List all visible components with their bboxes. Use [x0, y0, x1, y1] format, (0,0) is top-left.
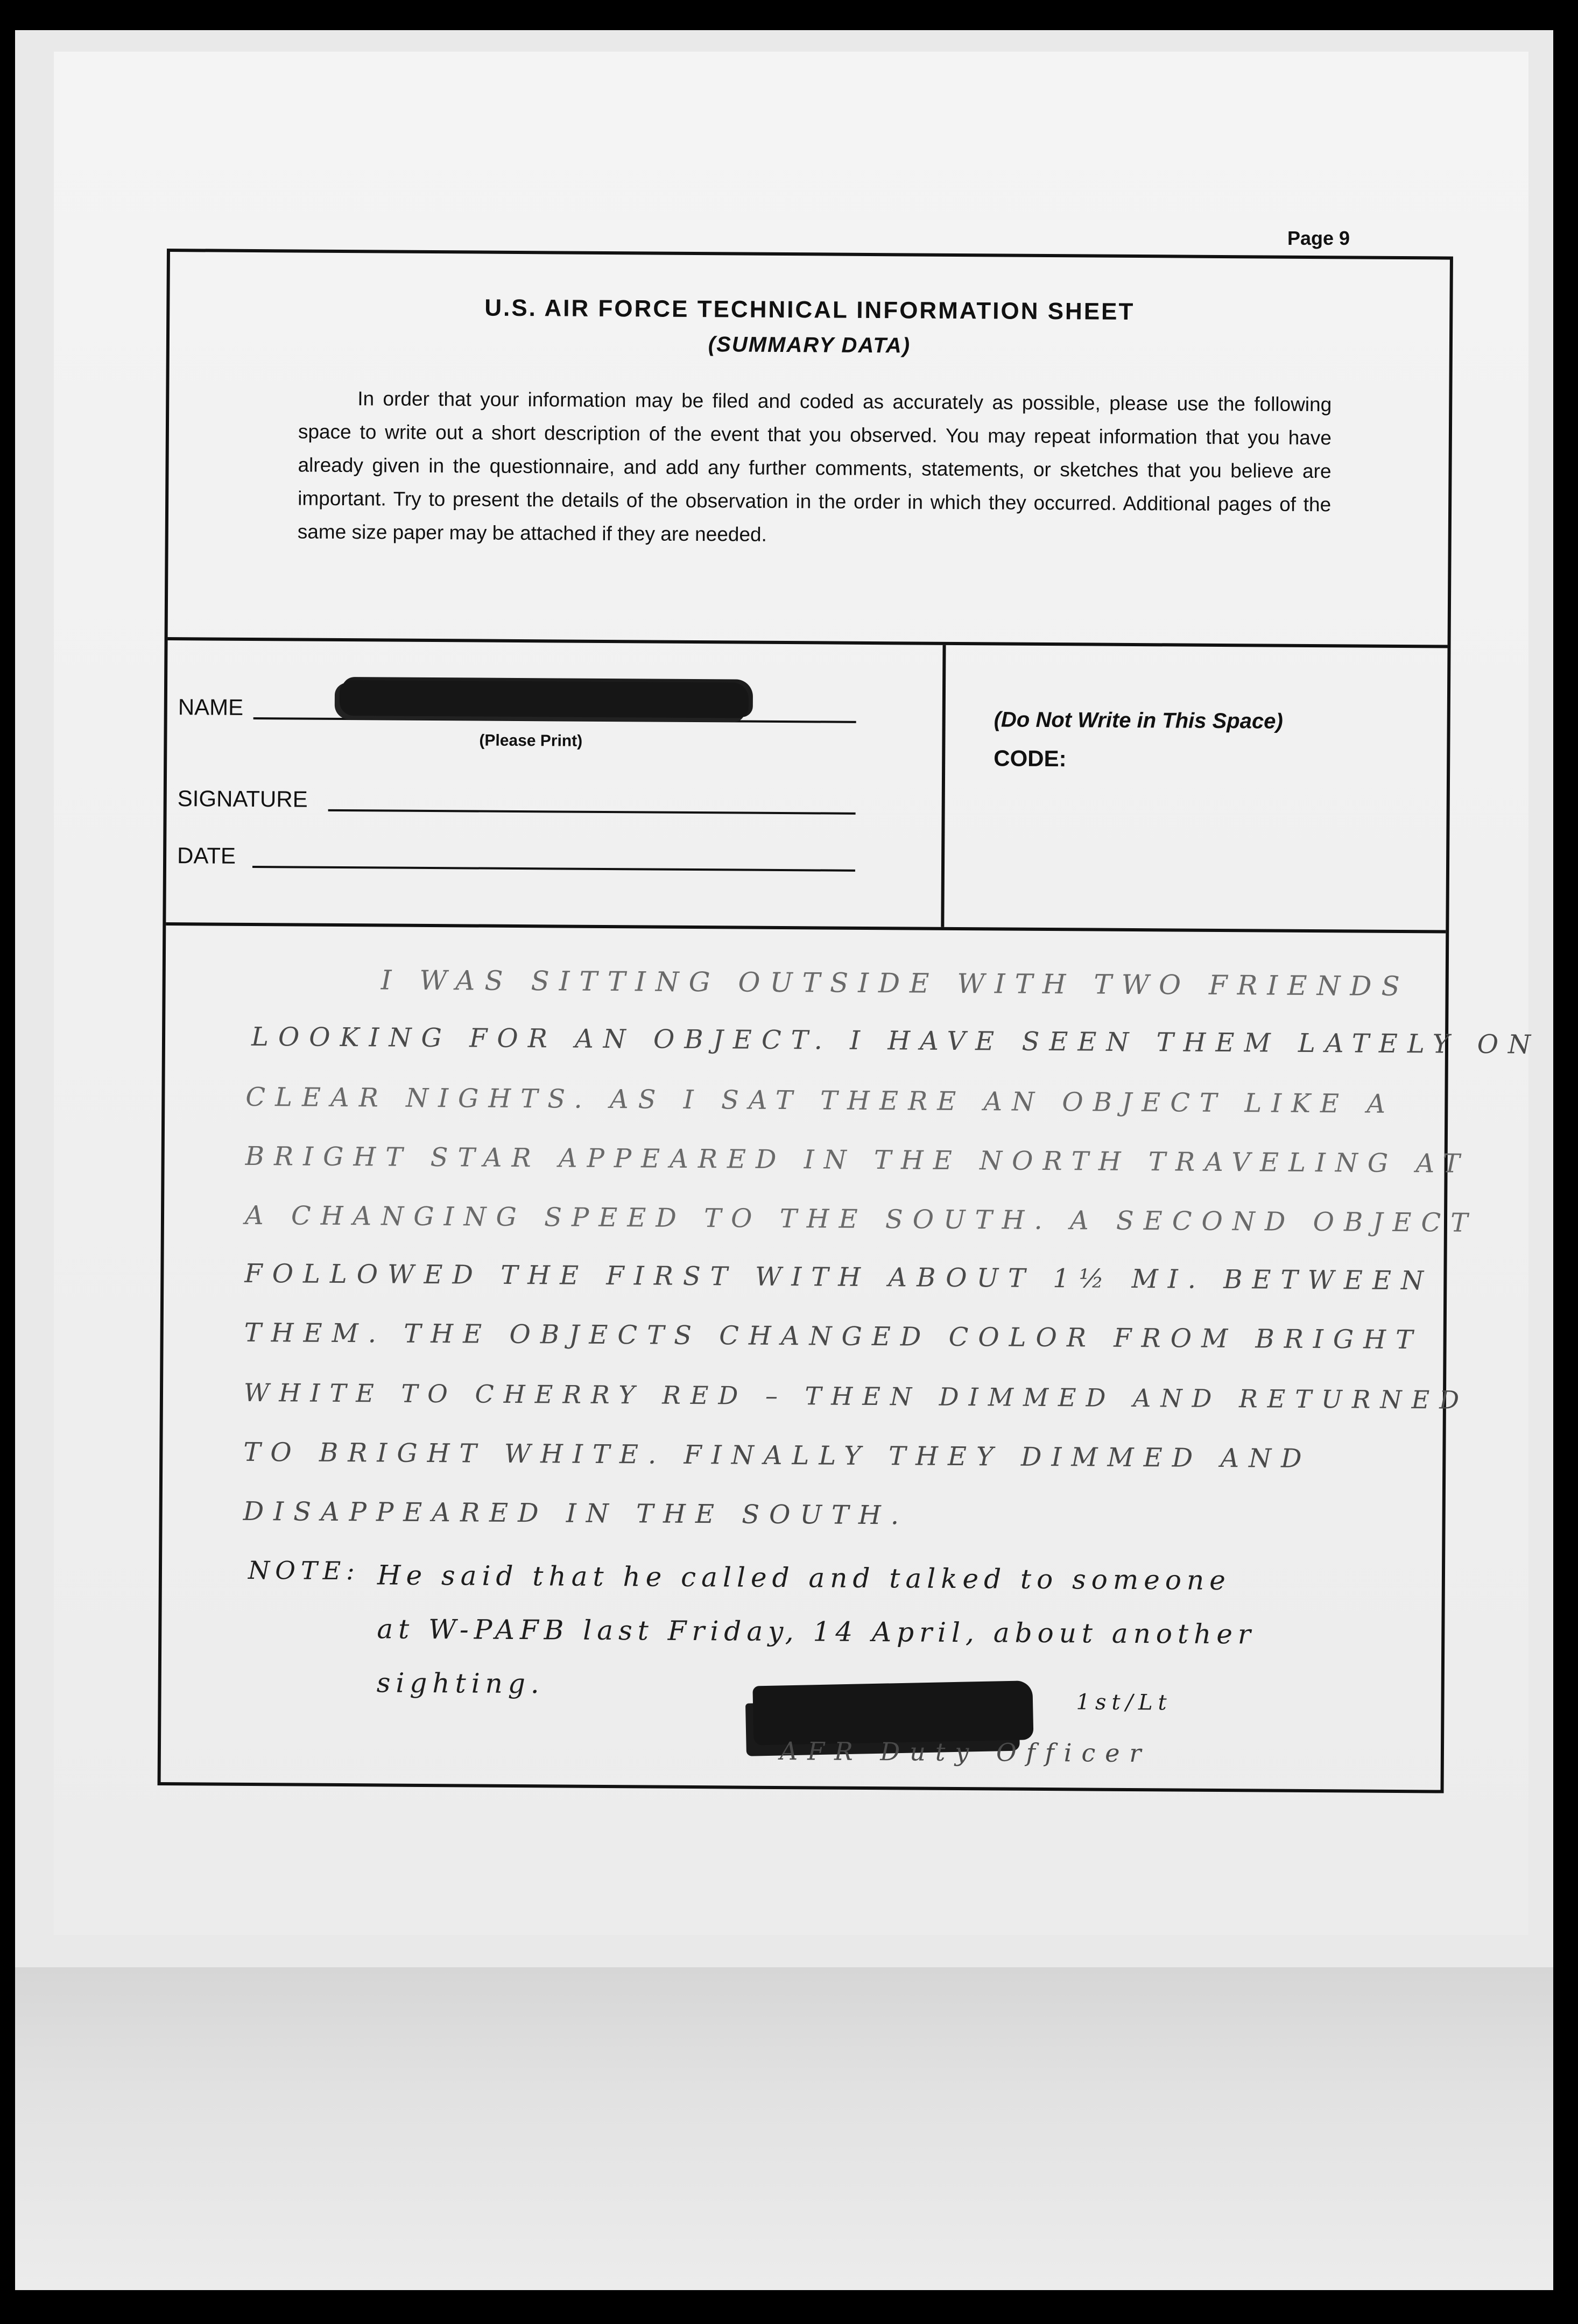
note-label: NOTE:: [248, 1555, 360, 1586]
signature-line: [328, 809, 856, 815]
signature-redaction-mark: [752, 1680, 1033, 1745]
redaction-mark: [340, 680, 749, 718]
form-header-section: [168, 252, 1450, 648]
signature-label: SIGNATURE: [177, 786, 308, 812]
do-not-write-note: (Do Not Write in This Space): [994, 708, 1283, 733]
narrative-line: I WAS SITTING OUTSIDE WITH TWO FRIENDS: [381, 964, 1410, 1002]
scan-lower-margin: [15, 1967, 1553, 2290]
narrative-line: BRIGHT STAR APPEARED IN THE NORTH TRAVELING AT: [245, 1141, 1470, 1179]
date-line: [252, 866, 855, 872]
name-line: [253, 717, 856, 723]
please-print-hint: (Please Print): [479, 731, 583, 750]
date-label: DATE: [177, 843, 236, 868]
form-title: U.S. AIR FORCE TECHNICAL INFORMATION SHEET: [484, 294, 1135, 325]
note-line: at W-PAFB last Friday, 14 April, about another: [377, 1613, 1256, 1650]
narrative-line: LOOKING FOR AN OBJECT. I HAVE SEEN THEM LATELY ON: [251, 1021, 1541, 1060]
note-line: He said that he called and talked to someone: [377, 1559, 1231, 1597]
narrative-line: TO BRIGHT WHITE. FINALLY THEY DIMMED AND: [243, 1437, 1312, 1474]
narrative-line: THEM. THE OBJECTS CHANGED COLOR FROM BRIGHT: [244, 1317, 1423, 1355]
form-instructions: In order that your information may be filed and coded as accurately as possible, please use the following space to write out a short description of the event that you observed. You may repeat information that you have already given in the questionnaire, and add any further comments, statements, or sketches that you believe are important. Try to present the details of the observation in the order in which they occurred. Additional pages of the same size paper may be attached if they are needed.: [297, 387, 1332, 546]
narrative-line: FOLLOWED THE FIRST WITH ABOUT 1½ MI. BETWEEN: [244, 1258, 1434, 1296]
narrative-line: DISAPPEARED IN THE SOUTH.: [243, 1496, 909, 1531]
identification-section: [166, 640, 1447, 934]
code-label: CODE:: [994, 745, 1067, 772]
narrative-line: A CHANGING SPEED TO THE SOUTH. A SECOND OBJECT: [244, 1200, 1478, 1238]
scanned-page-background: [15, 30, 1553, 2290]
narrative-section: [161, 926, 1541, 1796]
form-subtitle: (SUMMARY DATA): [708, 333, 911, 358]
narrative-line: WHITE TO CHERRY RED – THEN DIMMED AND RETURNED: [243, 1378, 1469, 1415]
officer-title: AFR Duty Officer: [779, 1736, 1151, 1768]
name-label: NAME: [178, 694, 244, 720]
officer-rank: 1st/Lt: [1076, 1690, 1172, 1715]
column-divider: [941, 645, 946, 927]
note-line: sighting.: [376, 1667, 545, 1700]
document-sheet: [54, 52, 1541, 1935]
technical-information-form: [158, 249, 1541, 1793]
narrative-line: CLEAR NIGHTS. AS I SAT THERE AN OBJECT LIKE A: [245, 1082, 1396, 1119]
page-number: Page 9: [1287, 227, 1350, 249]
